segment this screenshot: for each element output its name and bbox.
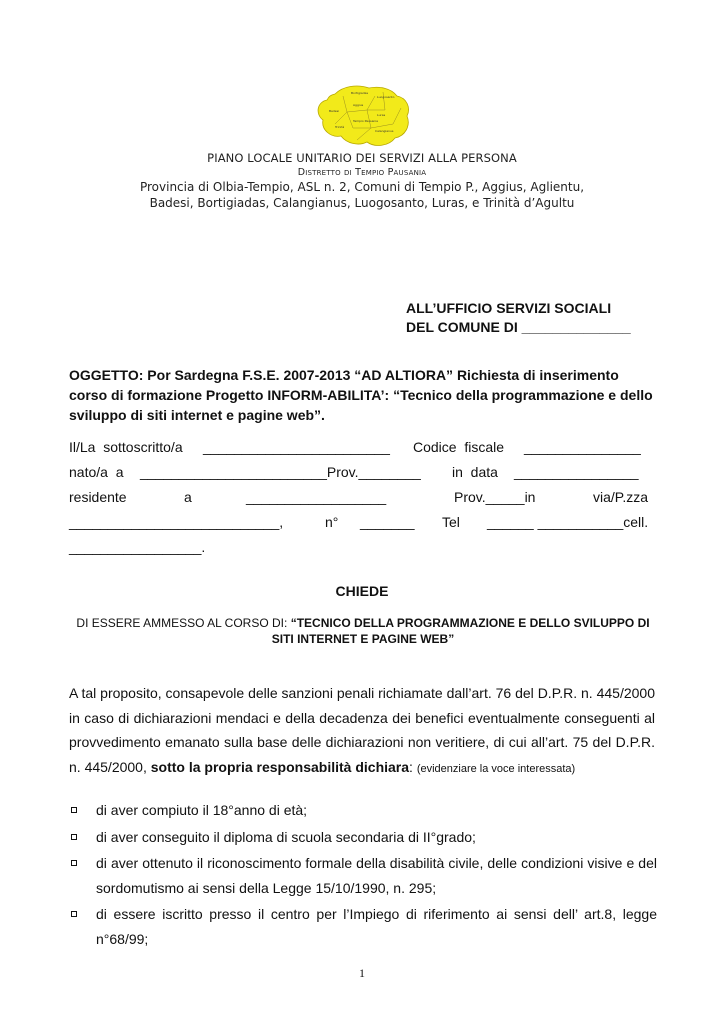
undersigned-name-field[interactable]: ________________________ (203, 439, 390, 455)
declaration-list (69, 798, 657, 953)
header-province-line-2: Badesi, Bortigiadas, Calangianus, Luogosanto, Luras, e Trinità d’Agultu (149, 196, 575, 210)
birth-date-field[interactable]: ________________ (514, 464, 639, 480)
list-item-text: di essere iscritto presso il centro per l’Impiego di riferimento ai sensi dell’ art.8, legge n°68/99; (96, 906, 657, 947)
street-number-label: n° (325, 514, 339, 530)
header-district: Distretto di Tempio Pausania (297, 167, 427, 178)
checkbox-icon[interactable] (71, 834, 77, 840)
resident-in-label: a (184, 489, 192, 505)
checkbox-icon[interactable] (71, 807, 77, 813)
checkbox-icon[interactable] (71, 911, 77, 917)
header-province-line-1: Provincia di Olbia-Tempio, ASL n. 2, Comuni di Tempio P., Aggius, Aglientu, (139, 180, 585, 194)
course-request (69, 615, 657, 647)
checkbox-icon[interactable] (71, 860, 77, 866)
residence-province-field[interactable]: Prov._____in (454, 489, 536, 505)
tax-code-field[interactable]: _______________ (524, 439, 641, 455)
list-item[interactable] (69, 902, 657, 951)
header-title: PIANO LOCALE UNITARIO DEI SERVIZI ALLA PERSONA (207, 151, 517, 165)
declaration-note: (evidenziare la voce interessata) (416, 762, 576, 775)
declaration-text: A tal proposito, consapevole delle sanzioni penali richiamate dall’art. 76 del D.P.R. n. 445/2000 in caso di dichiarazioni mendaci e della decadenza dei benefici eventualmente conseguenti al provvedimento emanato sulla base delle dichiarazioni non veritiere, di cui all’art. 75 del D.P.R. n. 445/2000, (69, 685, 655, 775)
district-map-logo (313, 84, 413, 148)
request-heading: CHIEDE (335, 583, 389, 599)
tax-code-label: Codice fiscale (413, 439, 505, 455)
cell-field[interactable]: _________________. (69, 539, 206, 555)
logo-label: Aggius (353, 103, 364, 107)
declaration-bold: sotto la propria responsabilità dichiara (150, 758, 410, 775)
recipient-municipality-field[interactable]: DEL COMUNE DI ______________ (406, 319, 631, 335)
logo-label: Calangianus (375, 129, 394, 133)
list-item[interactable] (69, 798, 657, 823)
list-item[interactable] (69, 851, 657, 900)
street-number-field[interactable]: _______ (360, 514, 415, 530)
street-label: via/P.zza (593, 489, 648, 505)
subject: OGGETTO: Por Sardegna F.S.E. 2007-2013 “AD ALTIORA” Richiesta di inserimento corso di formazione Progetto INFORM-ABILITA’: “Tecnico della programmazione e dello sviluppo di siti internet e pagine web”. (69, 367, 653, 423)
list-item[interactable] (69, 825, 657, 850)
declaration-paragraph (69, 681, 655, 781)
recipient-office: ALL’UFFICIO SERVIZI SOCIALI (406, 300, 612, 316)
resident-label: residente (69, 489, 127, 505)
sardinia-district-map-icon (313, 84, 413, 148)
street-field[interactable]: ___________________________, (69, 514, 284, 530)
residence-city-field[interactable]: __________________ (246, 489, 387, 505)
list-item-text: di aver compiuto il 18°anno di età; (96, 802, 308, 818)
born-in-label: nato/a a (69, 464, 124, 480)
logo-label: Luras (377, 113, 386, 117)
logo-label: Tempio Pausania (353, 119, 379, 123)
birthplace-province-field[interactable]: ________________________Prov.________ (140, 464, 421, 480)
logo-label: Badesi (329, 109, 340, 113)
declaration-colon: : (409, 758, 417, 775)
birth-date-label: in data (452, 464, 498, 480)
course-request-prefix: DI ESSERE AMMESSO AL CORSO DI: (76, 616, 291, 630)
logo-label: Trinità (335, 125, 345, 129)
phone-label: Tel (442, 514, 460, 530)
list-item-text: di aver ottenuto il riconoscimento formale della disabilità civile, delle condizioni visive e del sordomutismo ai sensi della Legge 15/10/1990, n. 295; (96, 855, 657, 896)
list-item-text: di aver conseguito il diploma di scuola secondaria di II°grado; (96, 828, 476, 845)
logo-label: Bortigiadas (351, 91, 369, 95)
course-title: “TECNICO DELLA PROGRAMMAZIONE E DELLO SVILUPPO DI SITI INTERNET E PAGINE WEB” (271, 616, 650, 646)
phone-cell-field[interactable]: ______ ___________cell. (487, 514, 649, 530)
logo-label: Luogosanto (377, 95, 395, 99)
page-number: 1 (359, 966, 365, 980)
undersigned-label: Il/La sottoscritto/a (69, 439, 183, 455)
